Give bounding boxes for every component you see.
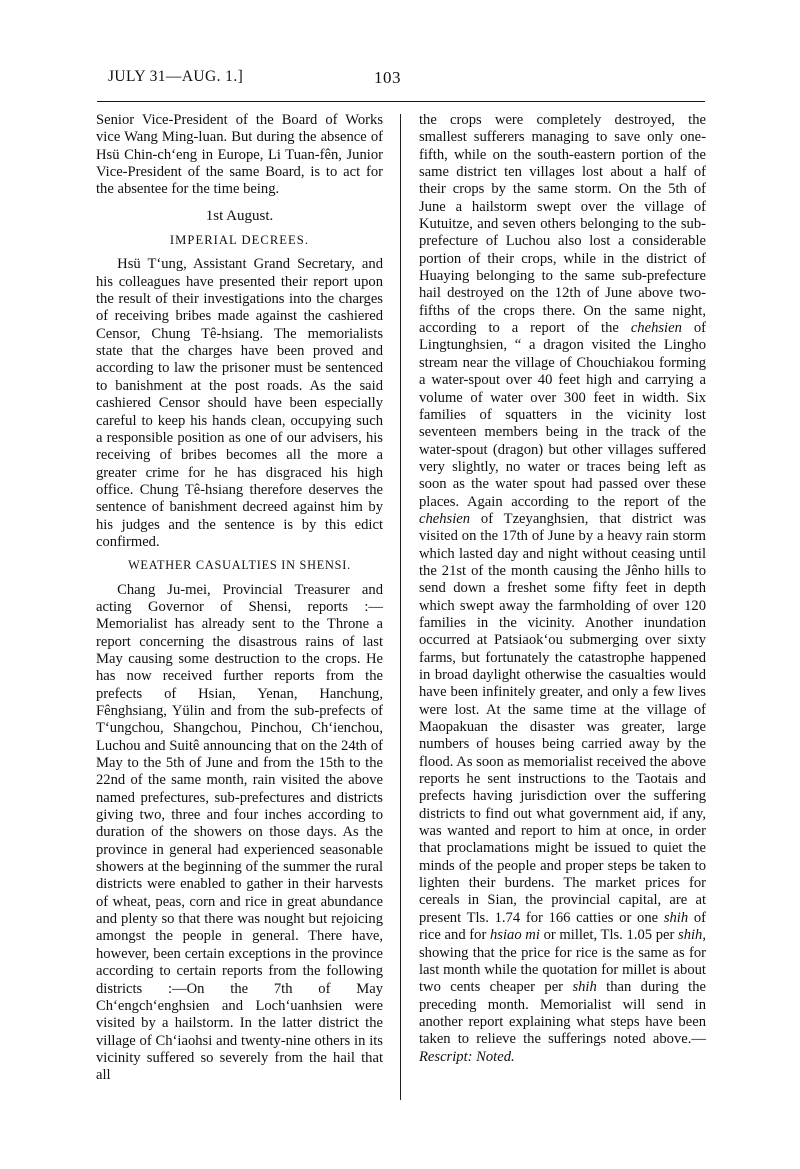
- italic-term-hsiao-mi: hsiao mi: [490, 927, 540, 944]
- section-heading-weather-casualties: WEATHER CASUALTIES IN SHENSI.: [128, 558, 351, 573]
- two-column-body: [96, 112, 706, 1112]
- italic-term-chehsien-2: chehsien: [419, 510, 471, 527]
- text-run-7: than during the preceding month. Memorialist will send in another report explaining what steps have been taken to relieve the sufferings noted above.—: [419, 979, 706, 1048]
- text-run-6: , showing that the price for rice is the same as for last month while the quotation for millet is about two cents cheaper per: [419, 927, 707, 996]
- paragraph-weather-casualties-continued: [419, 112, 706, 1066]
- header-divider-rule: [97, 101, 705, 102]
- paragraph-continued-from-previous-page: Senior Vice-President of the Board of Works vice Wang Ming-luan. But during the absence of Hsü Chin-ch‘eng in Europe, Li Tuan-fên, Junior Vice-President of the same Board, is to act for the absentee for the time being.: [96, 112, 383, 198]
- running-head: [96, 68, 706, 94]
- text-run-1: the crops were completely destroyed, the smallest sufferers managing to save only one-fifth, while on the south-eastern portion of the same district ten villages lost about a half of their crops by the same storm. On the 5th of June a hailstorm swept over the village of Kutuitze, and seven others belonging to the sub-prefecture of Luchou also lost a considerable portion of their crops, while in the district of Huaying belonging to the same sub-prefecture hail destroyed on the 12th of June above two-fifths of the crops there. On the same night, according to a report of the: [419, 112, 706, 337]
- text-run-2: of Lingtunghsien, “ a dragon visited the Lingho stream near the village of Chouchiakou forming a water-spout over 40 feet high and carrying a volume of water over 300 feet in width. Six families of squatters in the vicinity lost seventeen members being in the track of the water-spout (dragon) but other villages suffered very slightly, no water or traces being left as soon as the water spout had passed over these places. Again according to the report of the: [419, 320, 706, 510]
- text-run-5: or millet, Tls. 1.05 per: [539, 927, 679, 944]
- text-run-3: of Tzeyanghsien, that district was visited on the 17th of June by a heavy rain storm which lasted day and night without ceasing until the 21st of the month causing the Jênho hills to send down a freshet some fifty feet in depth which swept away the farmholding of over 120 families in the vicinity. Another inundation occurred at Patsiaok‘ou submerging over sixty farms, but fortunately the catastrophe happened in broad daylight otherwise the casualties would have been infinitely greater, and only a few lives were lost. At the same time at the village of Maopakuan the disaster was greater, large numbers of houses being carried away by the flood. As soon as memorialist received the above reports he sent instructions to the Taotais and prefects having jurisdiction over the suffering districts to find out what government aid, if any, was wanted and report to him at once, in order that proclamations might be issued to quiet the minds of the people and proper steps be taken to lighten their burdens. The market prices for cereals in Sian, the provincial capital, are at present Tls. 1.74 for 166 catties or one: [419, 510, 706, 926]
- italic-rescript-noted: Rescript: Noted.: [419, 1048, 515, 1065]
- running-head-dates: JULY 31—AUG. 1.]: [108, 68, 244, 85]
- left-column: [96, 112, 383, 1085]
- italic-term-shih-1: shih: [663, 909, 689, 926]
- italic-term-shih-3: shih: [572, 979, 597, 996]
- date-heading: 1st August.: [205, 207, 274, 224]
- italic-term-chehsien-1: chehsien: [630, 320, 682, 337]
- paragraph-imperial-decrees: Hsü T‘ung, Assistant Grand Secretary, and his colleagues have presented their report upon the result of their investigations into the charges of receiving bribes made against the cashiered Censor, Chung Tê-hsiang. The memorialists state that the charges have been proved and according to law the prisoner must be sentenced to banishment at the post roads. As the said cashiered Censor should have been especially careful to keep his hands clean, occupying such a responsible position as one of our advisers, his receiving of bribes becomes all the more a greater crime for he has disgraced his high office. Chung Tê-hsiang therefore deserves the sentence of banishment decreed against him by his judges and the sentence is by this edict confirmed.: [96, 256, 383, 550]
- section-heading-imperial-decrees: IMPERIAL DECREES.: [169, 233, 310, 248]
- italic-term-shih-2: shih: [678, 927, 703, 944]
- text-run-4: of rice and for: [419, 909, 707, 944]
- page-number: 103: [374, 68, 401, 87]
- right-column: [419, 112, 706, 1066]
- column-divider-rule: [400, 114, 401, 1100]
- paragraph-weather-casualties: Chang Ju-mei, Provincial Treasurer and acting Governor of Shensi, reports :—Memorialist has already sent to the Throne a report concerning the disastrous rains of last May causing some destruction to the crops. He has now received further reports from the prefects of Hsian, Yenan, Hanchung, Fênghsiang, Yülin and from the sub-prefects of T‘ungchou, Shangchou, Pinchou, Ch‘ienchou, Luchou and Suitê announcing that on the 24th of May to the 5th of June and from the 15th to the 22nd of the same month, rain visited the above named prefectures, sub-prefectures and districts giving two, three and four inches according to duration of the showers on those days. As the province in general had experienced seasonable showers at the beginning of the summer the rural districts were enabled to gather in their harvests of wheat, peas, corn and rice in great abundance and plenty so that there was nought but rejoicing amongst the people in general. There have, however, been certain exceptions in the province according to certain reports from the following districts :—On the 7th of May Ch‘engch‘enghsien and Loch‘uanhsien were visited by a hailstorm. In the latter district the village of Ch‘iaohsi and twenty-nine others in its vicinity suffered so severely from the hail that all: [96, 581, 383, 1084]
